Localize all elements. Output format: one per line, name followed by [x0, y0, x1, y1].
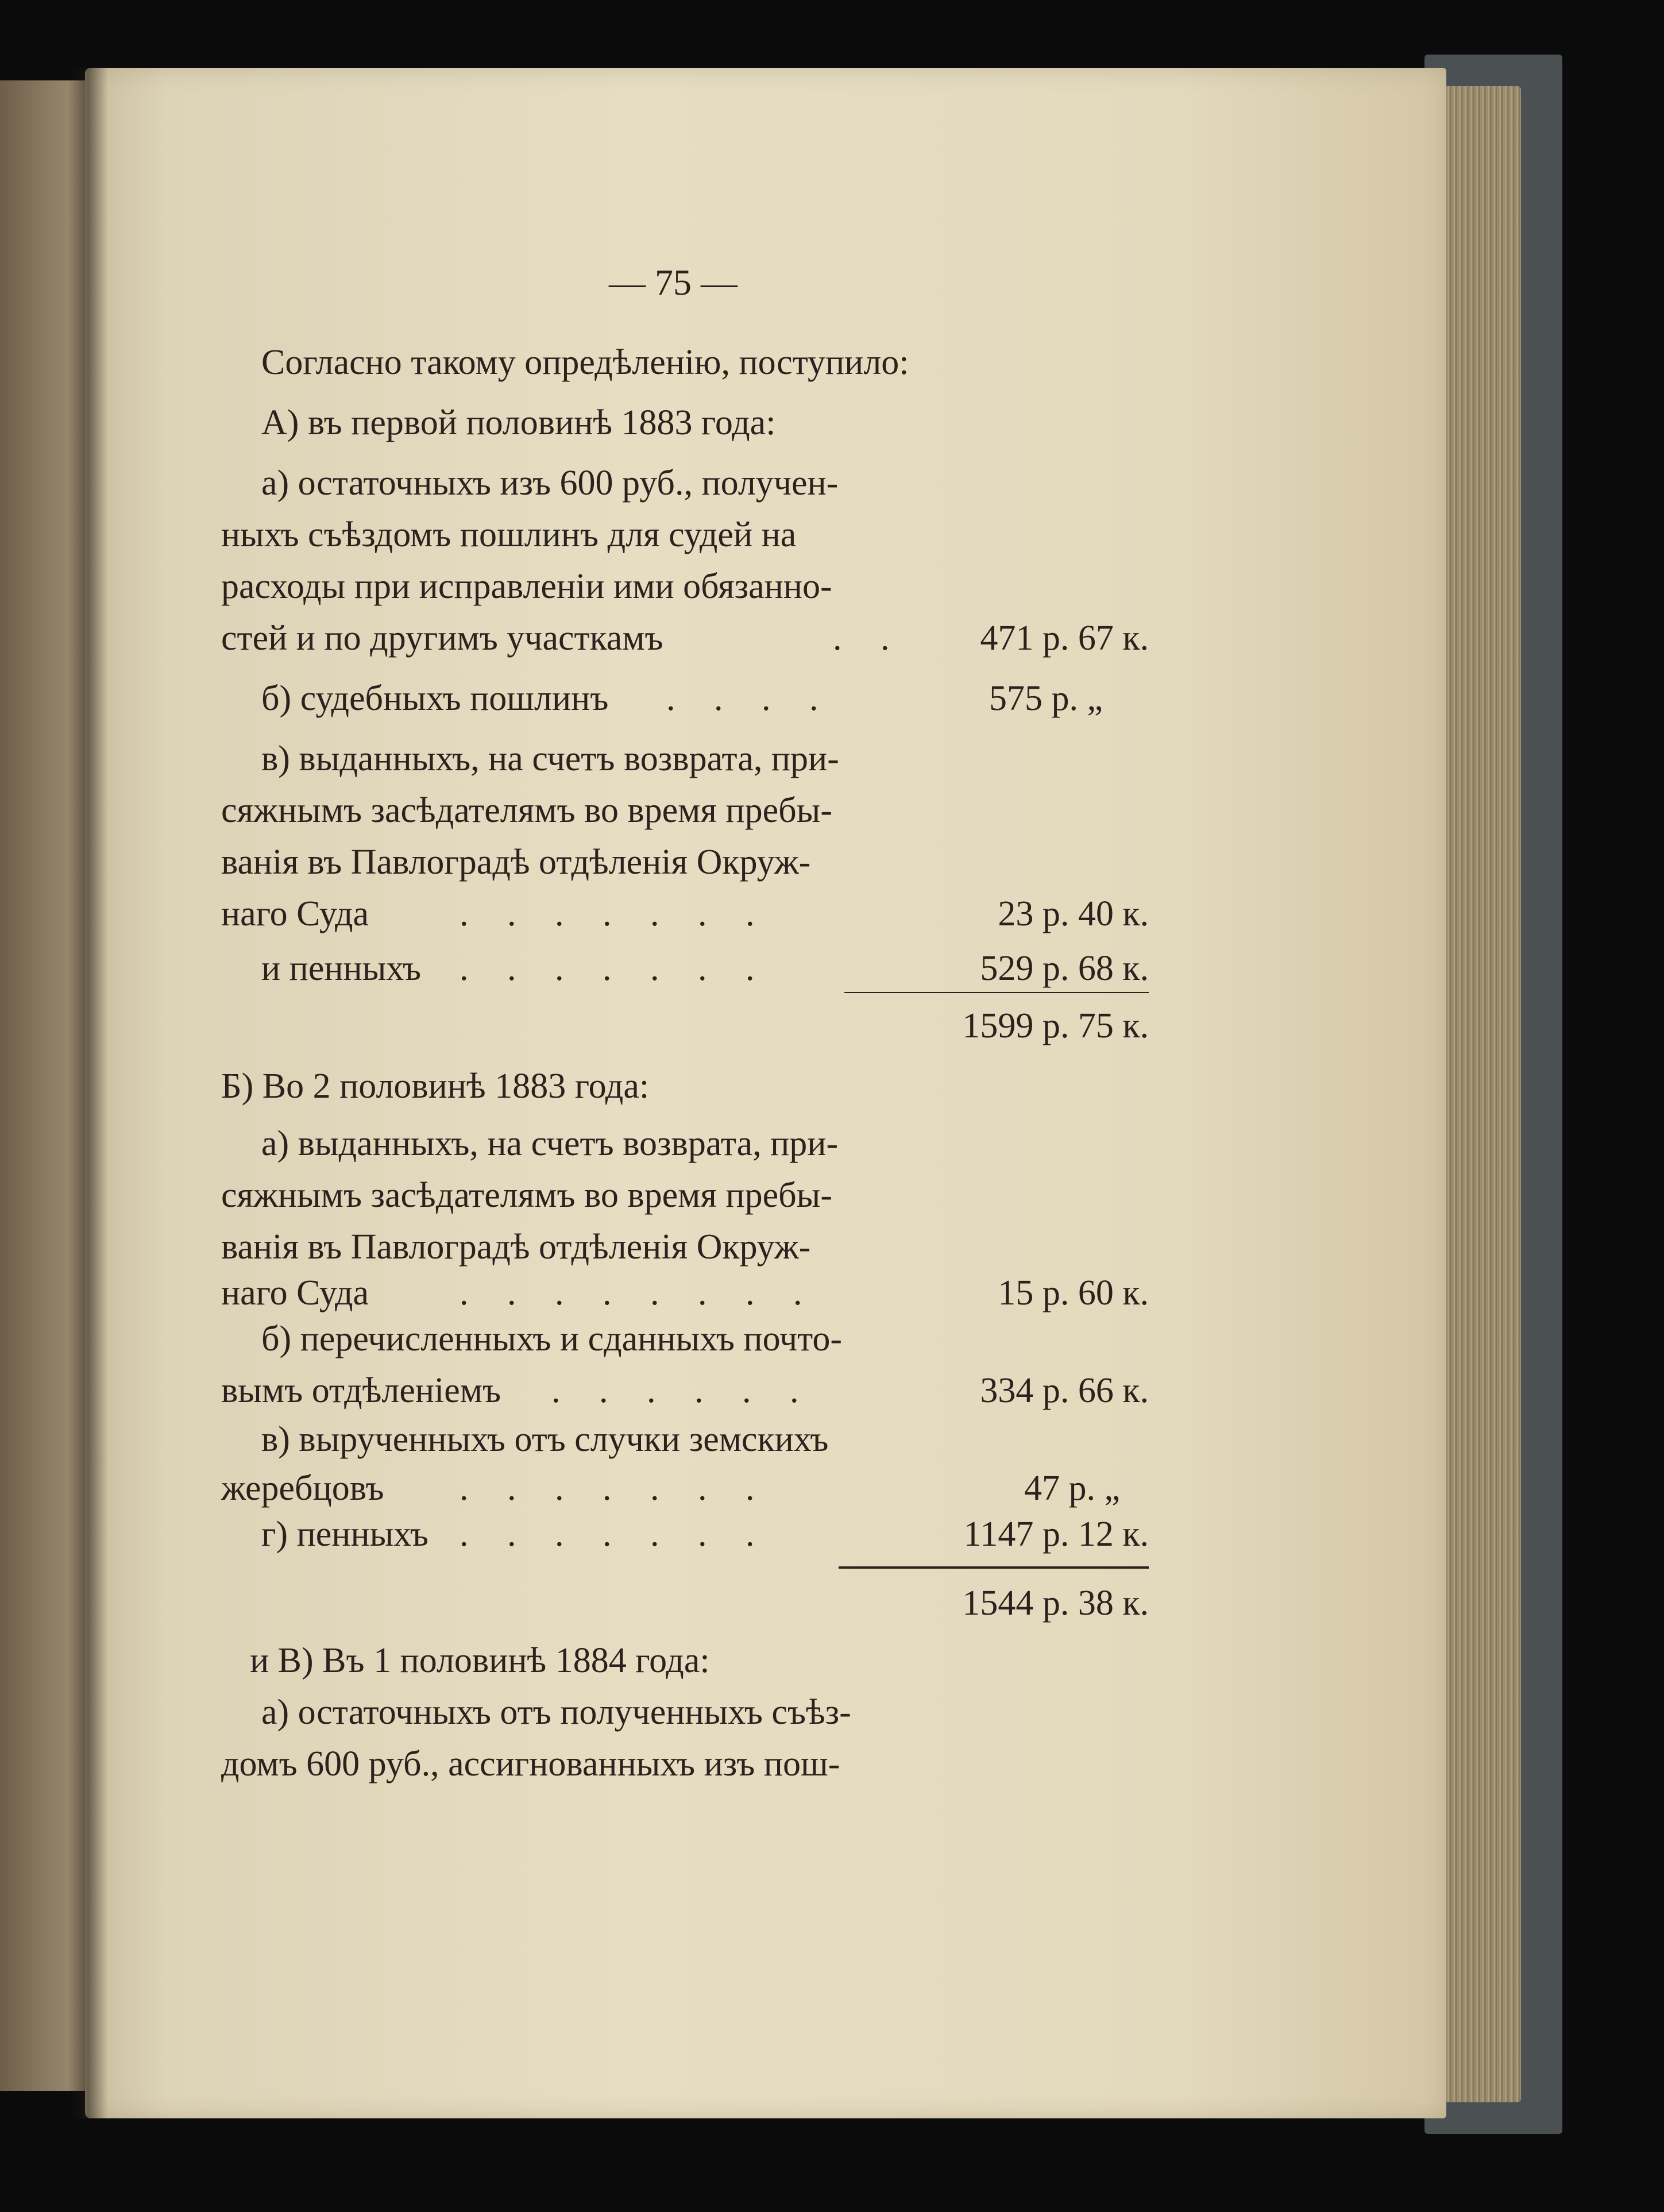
text-line: а) остаточныхъ отъ полученныхъ съѣз-: [261, 1693, 851, 1732]
text-line: сяжнымъ засѣдателямъ во время пребы-: [221, 791, 832, 830]
text-line: б) перечисленныхъ и сданныхъ почто-: [261, 1319, 843, 1358]
total-amount: 1544 р. 38 к.: [962, 1584, 1149, 1623]
text-line: а) остаточныхъ изъ 600 руб., получен-: [261, 464, 839, 503]
page-number: — 75 —: [609, 262, 738, 303]
amount: 334 р. 66 к.: [980, 1371, 1149, 1410]
dot-leader: . . . . . . .: [460, 1469, 770, 1508]
intro-line: Согласно такому опредѣленію, поступило:: [261, 343, 909, 382]
text-line: ванія въ Павлоградѣ отдѣленія Окруж-: [221, 843, 811, 882]
dot-leader: . . . . . . .: [460, 949, 770, 988]
text-line: б) судебныхъ пошлинъ: [261, 679, 609, 718]
amount: 529 р. 68 к.: [980, 949, 1149, 988]
dot-leader: . . . . . .: [551, 1371, 814, 1410]
dot-leader: . .: [833, 619, 905, 658]
amount: 15 р. 60 к.: [998, 1273, 1149, 1312]
amount: 1147 р. 12 к.: [963, 1515, 1149, 1554]
text-line: ныхъ съѣздомъ пошлинъ для судей на: [221, 515, 797, 554]
text-line: наго Суда: [221, 1273, 369, 1312]
section-b-heading: Б) Во 2 половинѣ 1883 года:: [221, 1067, 650, 1106]
dot-leader: . . . . . . .: [460, 1515, 770, 1554]
section-a-heading: А) въ первой половинѣ 1883 года:: [261, 403, 776, 442]
amount: 471 р. 67 к.: [980, 619, 1149, 658]
sum-rule: [844, 992, 1149, 993]
amount: 23 р. 40 к.: [998, 894, 1149, 933]
text-line: домъ 600 руб., ассигнованныхъ изъ пош-: [221, 1744, 840, 1784]
text-line: в) вырученныхъ отъ случки земскихъ: [261, 1420, 829, 1459]
section-c-heading: и В) Въ 1 половинѣ 1884 года:: [250, 1641, 710, 1680]
total-amount: 1599 р. 75 к.: [962, 1006, 1149, 1045]
text-line: и пенныхъ: [261, 949, 422, 988]
text-line: в) выданныхъ, на счетъ возврата, при-: [261, 739, 839, 778]
text-line: наго Суда: [221, 894, 369, 933]
text-line: а) выданныхъ, на счетъ возврата, при-: [261, 1124, 839, 1163]
text-line: вымъ отдѣленіемъ: [221, 1371, 501, 1410]
text-line: ванія въ Павлоградѣ отдѣленія Окруж-: [221, 1227, 811, 1267]
amount: 47 р. „: [1024, 1469, 1120, 1508]
dot-leader: . . . .: [666, 679, 833, 718]
amount: 575 р. „: [989, 679, 1103, 718]
text-line: стей и по другимъ участкамъ: [221, 619, 663, 658]
text-line: г) пенныхъ: [261, 1515, 428, 1554]
text-line: расходы при исправленіи ими обязанно-: [221, 567, 832, 606]
sum-rule: [839, 1566, 1149, 1569]
dot-leader: . . . . . . . .: [460, 1273, 817, 1312]
text-line: жеребцовъ: [221, 1469, 384, 1508]
text-line: сяжнымъ засѣдателямъ во время пребы-: [221, 1176, 832, 1215]
dot-leader: . . . . . . .: [460, 894, 770, 933]
